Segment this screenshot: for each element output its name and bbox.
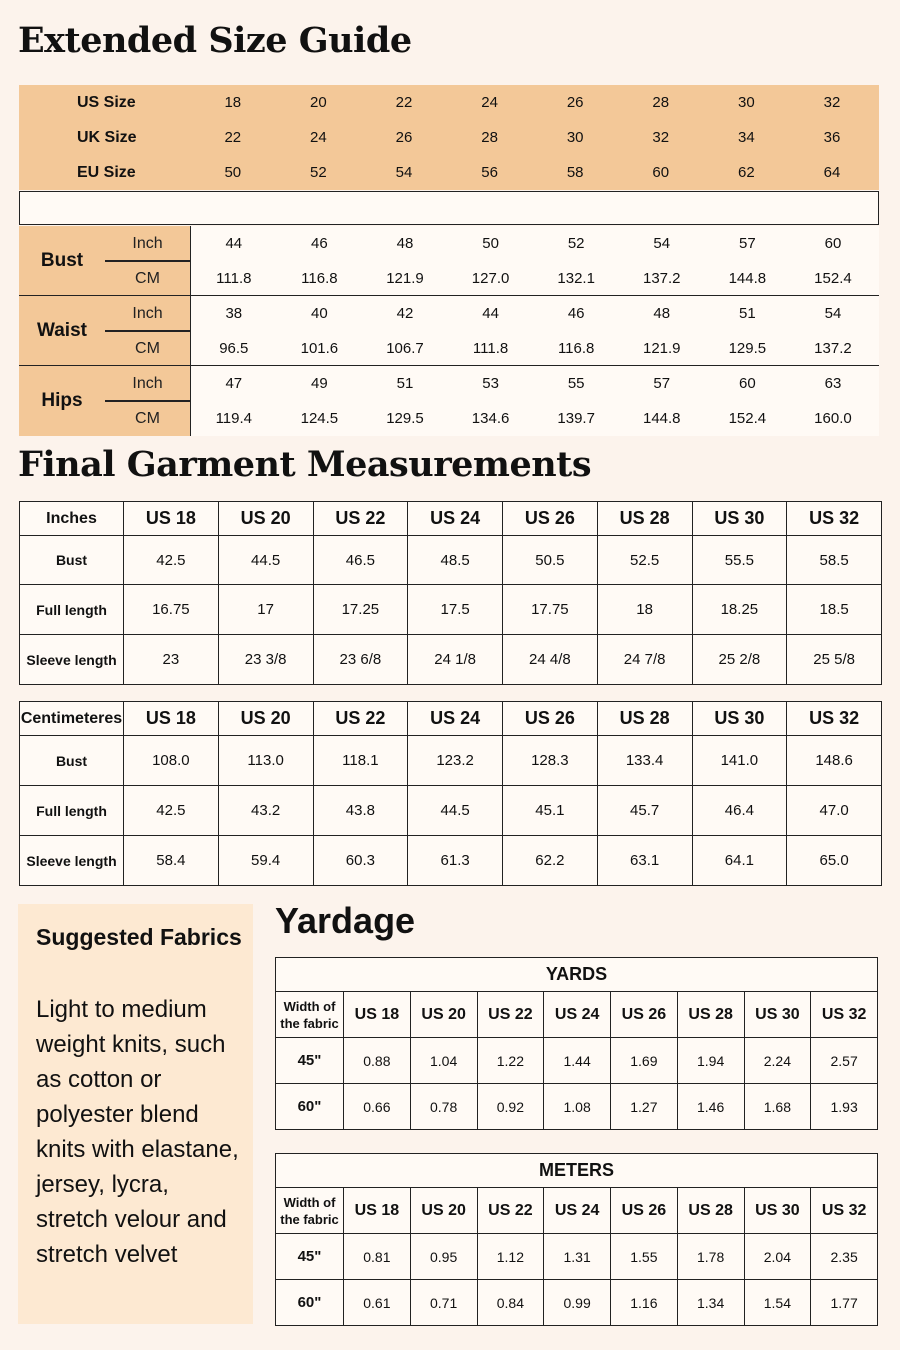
table-row bbox=[276, 1234, 878, 1280]
bust-inch-row bbox=[191, 226, 880, 261]
table-cell: 0.88 bbox=[344, 1038, 411, 1084]
table-cell: 52.5 bbox=[597, 536, 692, 585]
table-row bbox=[276, 1280, 878, 1326]
table-cell: 118.1 bbox=[313, 736, 408, 786]
value-cell: 60 bbox=[739, 375, 756, 392]
inch-label: Inch bbox=[132, 374, 163, 392]
table-cell: 108.0 bbox=[124, 736, 219, 786]
value-cell: 42 bbox=[396, 305, 414, 322]
inch-label: Inch bbox=[132, 304, 163, 322]
value-cell: 116.8 bbox=[557, 340, 595, 357]
table-cell: 46.4 bbox=[692, 786, 787, 836]
bust-label: Bust bbox=[40, 250, 84, 271]
value-cell: 152.4 bbox=[728, 410, 767, 427]
value-cell: 144.8 bbox=[728, 270, 767, 287]
table-row bbox=[20, 585, 882, 635]
value-cell: 50 bbox=[482, 235, 499, 252]
size-header: US 28 bbox=[677, 992, 744, 1038]
suggested-fabrics-title: Suggested Fabrics bbox=[36, 924, 242, 950]
table-cell: 1.46 bbox=[677, 1084, 744, 1130]
value-cell: 46 bbox=[567, 305, 585, 322]
table-cell: 1.31 bbox=[544, 1234, 611, 1280]
table-cell: 1.44 bbox=[544, 1038, 611, 1084]
size-cell: 36 bbox=[823, 129, 841, 146]
table-cell: 61.3 bbox=[408, 836, 503, 886]
value-cell: 46 bbox=[311, 235, 328, 252]
table-cell: 44.5 bbox=[218, 536, 313, 585]
table-cell: 58.4 bbox=[124, 836, 219, 886]
table-cell: 45.7 bbox=[597, 786, 692, 836]
size-cell: 58 bbox=[566, 164, 584, 181]
size-cell: 22 bbox=[224, 129, 242, 146]
table-cell: 23 bbox=[124, 635, 219, 685]
size-cell: 26 bbox=[395, 129, 413, 146]
table-cell: 1.93 bbox=[811, 1084, 878, 1130]
value-cell: 127.0 bbox=[471, 270, 510, 287]
meters-band-label: METERS bbox=[276, 1154, 878, 1188]
value-cell: 48 bbox=[396, 235, 414, 252]
size-header: US 18 bbox=[344, 992, 411, 1038]
row-label: 45" bbox=[276, 1234, 344, 1280]
table-row bbox=[276, 1084, 878, 1130]
table-cell: 17.75 bbox=[503, 585, 598, 635]
table-cell: 0.84 bbox=[477, 1280, 544, 1326]
width-of-fabric-label bbox=[276, 1188, 344, 1234]
waist-group bbox=[19, 296, 879, 366]
table-cell: 0.78 bbox=[410, 1084, 477, 1130]
size-header: US 26 bbox=[503, 502, 598, 536]
us-size-row bbox=[19, 85, 879, 120]
value-cell: 96.5 bbox=[219, 340, 249, 357]
value-cell: 51 bbox=[739, 305, 756, 322]
value-cell: 111.8 bbox=[472, 340, 509, 357]
body-measurements bbox=[19, 226, 879, 435]
size-cell: 50 bbox=[224, 164, 242, 181]
hips-values bbox=[190, 366, 879, 436]
uk-size-label: UK Size bbox=[77, 128, 137, 146]
table-cell: 141.0 bbox=[692, 736, 787, 786]
table-cell: 1.94 bbox=[677, 1038, 744, 1084]
table-cell: 18 bbox=[597, 585, 692, 635]
size-header: US 18 bbox=[344, 1188, 411, 1234]
suggested-fabrics-text: Light to medium weight knits, such as cotton or polyester blend knits with elastane, jersey, lycra, stretch velour and stretch velvet bbox=[36, 996, 239, 1268]
cm-label: CM bbox=[135, 339, 160, 357]
table-cell: 133.4 bbox=[597, 736, 692, 786]
bust-cm-row bbox=[191, 261, 880, 296]
size-header: US 24 bbox=[544, 992, 611, 1038]
eu-size-row bbox=[19, 155, 879, 190]
table-cell: 1.54 bbox=[744, 1280, 811, 1326]
value-cell: 57 bbox=[739, 235, 756, 252]
table-cell: 50.5 bbox=[503, 536, 598, 585]
bust-values bbox=[190, 226, 879, 296]
size-header: US 20 bbox=[218, 502, 313, 536]
size-cell: 34 bbox=[738, 129, 755, 146]
value-cell: 132.1 bbox=[557, 270, 595, 287]
value-cell: 60 bbox=[824, 235, 842, 252]
table-row bbox=[20, 536, 882, 585]
table-cell: 0.71 bbox=[410, 1280, 477, 1326]
value-cell: 57 bbox=[653, 375, 671, 392]
size-cell: 52 bbox=[310, 164, 327, 181]
table-cell: 58.5 bbox=[787, 536, 882, 585]
table-cell: 0.61 bbox=[344, 1280, 411, 1326]
row-label: Full length bbox=[20, 585, 124, 635]
yards-table bbox=[275, 957, 878, 1130]
table-cell: 1.77 bbox=[811, 1280, 878, 1326]
table-cell: 2.24 bbox=[744, 1038, 811, 1084]
table-cell: 17.25 bbox=[313, 585, 408, 635]
table-cell: 0.99 bbox=[544, 1280, 611, 1326]
size-header: US 26 bbox=[611, 1188, 678, 1234]
final-cm-table bbox=[19, 701, 882, 886]
table-cell: 48.5 bbox=[408, 536, 503, 585]
table-cell: 1.34 bbox=[677, 1280, 744, 1326]
table-row bbox=[20, 736, 882, 786]
us-size-label: US Size bbox=[77, 93, 136, 111]
size-header: US 18 bbox=[124, 702, 219, 736]
value-cell: 129.5 bbox=[386, 410, 424, 427]
table-cell: 0.95 bbox=[410, 1234, 477, 1280]
waist-label: Waist bbox=[37, 320, 87, 341]
table-cell: 63.1 bbox=[597, 836, 692, 886]
size-header: US 24 bbox=[408, 502, 503, 536]
size-header: US 20 bbox=[218, 702, 313, 736]
value-cell: 49 bbox=[311, 375, 328, 392]
value-cell: 55 bbox=[567, 375, 585, 392]
row-label: Sleeve length bbox=[20, 635, 124, 685]
table-row bbox=[20, 786, 882, 836]
uk-size-row bbox=[19, 120, 879, 155]
value-cell: 53 bbox=[482, 375, 499, 392]
table-cell: 43.8 bbox=[313, 786, 408, 836]
table-row bbox=[20, 836, 882, 886]
table-cell: 42.5 bbox=[124, 786, 219, 836]
size-header: US 28 bbox=[677, 1188, 744, 1234]
size-header: US 24 bbox=[544, 1188, 611, 1234]
size-header: US 20 bbox=[410, 992, 477, 1038]
table-cell: 0.66 bbox=[344, 1084, 411, 1130]
size-header: US 26 bbox=[503, 702, 598, 736]
table-cell: 62.2 bbox=[503, 836, 598, 886]
corner-line: Width of bbox=[283, 998, 336, 1014]
table-cell: 55.5 bbox=[692, 536, 787, 585]
value-cell: 101.6 bbox=[300, 340, 339, 357]
value-cell: 51 bbox=[396, 375, 414, 392]
table-header-row bbox=[276, 992, 878, 1038]
table-cell: 65.0 bbox=[787, 836, 882, 886]
table-cell: 44.5 bbox=[408, 786, 503, 836]
row-label: 60" bbox=[276, 1084, 344, 1130]
value-cell: 139.7 bbox=[557, 410, 595, 427]
table-cell: 2.35 bbox=[811, 1234, 878, 1280]
value-cell: 106.7 bbox=[386, 340, 424, 357]
width-of-fabric-label bbox=[276, 992, 344, 1038]
table-cell: 18.5 bbox=[787, 585, 882, 635]
table-cell: 46.5 bbox=[313, 536, 408, 585]
value-cell: 121.9 bbox=[642, 340, 681, 357]
row-label: Bust bbox=[20, 536, 124, 585]
size-header: US 24 bbox=[408, 702, 503, 736]
table-cell: 25 5/8 bbox=[787, 635, 882, 685]
size-header: US 22 bbox=[313, 702, 408, 736]
final-inches-table bbox=[19, 501, 882, 685]
table-header-row bbox=[20, 702, 882, 736]
size-header: US 22 bbox=[477, 992, 544, 1038]
table-cell: 47.0 bbox=[787, 786, 882, 836]
size-cell: 32 bbox=[652, 129, 670, 146]
table-cell: 2.04 bbox=[744, 1234, 811, 1280]
size-header: US 22 bbox=[477, 1188, 544, 1234]
suggested-fabrics-panel bbox=[18, 904, 253, 1324]
size-header: US 30 bbox=[692, 702, 787, 736]
cm-label: CM bbox=[135, 409, 160, 427]
table-cell: 2.57 bbox=[811, 1038, 878, 1084]
table-cell: 123.2 bbox=[408, 736, 503, 786]
table-cell: 1.55 bbox=[611, 1234, 678, 1280]
waist-inch-row bbox=[191, 296, 880, 331]
value-cell: 152.4 bbox=[814, 270, 852, 287]
corner-line: the fabric bbox=[280, 1015, 339, 1031]
size-header: US 28 bbox=[597, 702, 692, 736]
size-cell: 56 bbox=[481, 164, 498, 181]
table-cell: 60.3 bbox=[313, 836, 408, 886]
value-cell: 40 bbox=[311, 305, 328, 322]
table-header-row bbox=[276, 1188, 878, 1234]
table-cell: 43.2 bbox=[218, 786, 313, 836]
table-cell: 24 7/8 bbox=[597, 635, 692, 685]
table-cell: 128.3 bbox=[503, 736, 598, 786]
table-cell: 1.08 bbox=[544, 1084, 611, 1130]
table-cell: 1.04 bbox=[410, 1038, 477, 1084]
size-cell: 22 bbox=[395, 94, 413, 111]
value-cell: 116.8 bbox=[301, 270, 338, 287]
yardage-title: Yardage bbox=[275, 900, 416, 941]
size-header: US 30 bbox=[744, 1188, 811, 1234]
value-cell: 134.6 bbox=[471, 410, 510, 427]
value-cell: 38 bbox=[225, 305, 243, 322]
value-cell: 44 bbox=[482, 305, 499, 322]
value-cell: 137.2 bbox=[814, 340, 852, 357]
size-cell: 18 bbox=[224, 94, 242, 111]
size-cell: 26 bbox=[566, 94, 584, 111]
band-row bbox=[276, 958, 878, 992]
size-header: US 32 bbox=[811, 992, 878, 1038]
table-cell: 16.75 bbox=[124, 585, 219, 635]
size-cell: 30 bbox=[738, 94, 755, 111]
meters-table bbox=[275, 1153, 878, 1326]
value-cell: 111.8 bbox=[216, 270, 252, 287]
hips-inch-row bbox=[191, 366, 880, 401]
value-cell: 47 bbox=[225, 375, 243, 392]
size-cell: 20 bbox=[310, 94, 327, 111]
table-row bbox=[276, 1038, 878, 1084]
row-label: Bust bbox=[20, 736, 124, 786]
table-cell: 1.27 bbox=[611, 1084, 678, 1130]
size-cell: 54 bbox=[395, 164, 413, 181]
table-cell: 25 2/8 bbox=[692, 635, 787, 685]
size-header: US 30 bbox=[692, 502, 787, 536]
table-cell: 24 1/8 bbox=[408, 635, 503, 685]
size-header: US 32 bbox=[787, 502, 882, 536]
table-cell: 113.0 bbox=[218, 736, 313, 786]
bust-group bbox=[19, 226, 879, 296]
table-cell: 64.1 bbox=[692, 836, 787, 886]
row-label: 45" bbox=[276, 1038, 344, 1084]
size-header: US 28 bbox=[597, 502, 692, 536]
table-cell: 23 3/8 bbox=[218, 635, 313, 685]
size-cell: 32 bbox=[823, 94, 841, 111]
size-cell: 28 bbox=[652, 94, 670, 111]
size-header: US 32 bbox=[811, 1188, 878, 1234]
size-cell: 28 bbox=[481, 129, 498, 146]
value-cell: 54 bbox=[824, 305, 842, 322]
value-cell: 144.8 bbox=[642, 410, 681, 427]
eu-size-label: EU Size bbox=[77, 163, 136, 181]
size-cell: 24 bbox=[481, 94, 498, 111]
table-cell: 42.5 bbox=[124, 536, 219, 585]
size-header: US 22 bbox=[313, 502, 408, 536]
size-header: US 18 bbox=[124, 502, 219, 536]
final-garment-title: Final Garment Measurements bbox=[18, 444, 592, 485]
size-cell: 62 bbox=[738, 164, 755, 181]
size-cell: 24 bbox=[310, 129, 327, 146]
waist-cm-row bbox=[191, 331, 880, 366]
table-cell: 17.5 bbox=[408, 585, 503, 635]
table-cell: 0.92 bbox=[477, 1084, 544, 1130]
waist-values bbox=[190, 296, 879, 366]
table-cell: 1.22 bbox=[477, 1038, 544, 1084]
size-header: US 20 bbox=[410, 1188, 477, 1234]
value-cell: 52 bbox=[567, 235, 585, 252]
table-header-row bbox=[20, 502, 882, 536]
empty-spacer-row bbox=[19, 191, 879, 225]
inches-corner-label: Inches bbox=[20, 502, 124, 536]
table-cell: 24 4/8 bbox=[503, 635, 598, 685]
table-cell: 45.1 bbox=[503, 786, 598, 836]
value-cell: 44 bbox=[225, 235, 243, 252]
table-cell: 17 bbox=[218, 585, 313, 635]
table-cell: 1.69 bbox=[611, 1038, 678, 1084]
value-cell: 63 bbox=[824, 375, 842, 392]
table-cell: 1.16 bbox=[611, 1280, 678, 1326]
size-header: US 30 bbox=[744, 992, 811, 1038]
table-row bbox=[20, 635, 882, 685]
value-cell: 54 bbox=[653, 235, 671, 252]
value-cell: 129.5 bbox=[728, 340, 767, 357]
cm-corner-label: Centimeteres bbox=[20, 702, 124, 736]
table-cell: 23 6/8 bbox=[313, 635, 408, 685]
hips-cm-row bbox=[191, 401, 880, 436]
table-cell: 1.78 bbox=[677, 1234, 744, 1280]
size-header: US 32 bbox=[787, 702, 882, 736]
cm-label: CM bbox=[135, 269, 160, 287]
value-cell: 48 bbox=[653, 305, 671, 322]
size-cell: 30 bbox=[566, 129, 584, 146]
value-cell: 137.2 bbox=[642, 270, 681, 287]
table-cell: 148.6 bbox=[787, 736, 882, 786]
table-cell: 59.4 bbox=[218, 836, 313, 886]
band-row bbox=[276, 1154, 878, 1188]
value-cell: 121.9 bbox=[386, 270, 424, 287]
table-cell: 1.12 bbox=[477, 1234, 544, 1280]
row-label: 60" bbox=[276, 1280, 344, 1326]
size-cell: 60 bbox=[652, 164, 670, 181]
value-cell: 124.5 bbox=[300, 410, 339, 427]
hips-group bbox=[19, 366, 879, 436]
value-cell: 119.4 bbox=[215, 410, 253, 427]
table-cell: 1.68 bbox=[744, 1084, 811, 1130]
extended-size-guide-title: Extended Size Guide bbox=[18, 20, 412, 61]
yards-band-label: YARDS bbox=[276, 958, 878, 992]
extended-size-guide-table bbox=[19, 85, 879, 435]
row-label: Sleeve length bbox=[20, 836, 124, 886]
corner-line: Width of bbox=[283, 1194, 336, 1210]
size-header: US 26 bbox=[611, 992, 678, 1038]
row-label: Full length bbox=[20, 786, 124, 836]
table-cell: 0.81 bbox=[344, 1234, 411, 1280]
table-cell: 18.25 bbox=[692, 585, 787, 635]
size-cell: 64 bbox=[823, 164, 841, 181]
corner-line: the fabric bbox=[280, 1211, 339, 1227]
hips-label: Hips bbox=[41, 390, 83, 411]
inch-label: Inch bbox=[132, 234, 163, 252]
value-cell: 160.0 bbox=[814, 410, 852, 427]
